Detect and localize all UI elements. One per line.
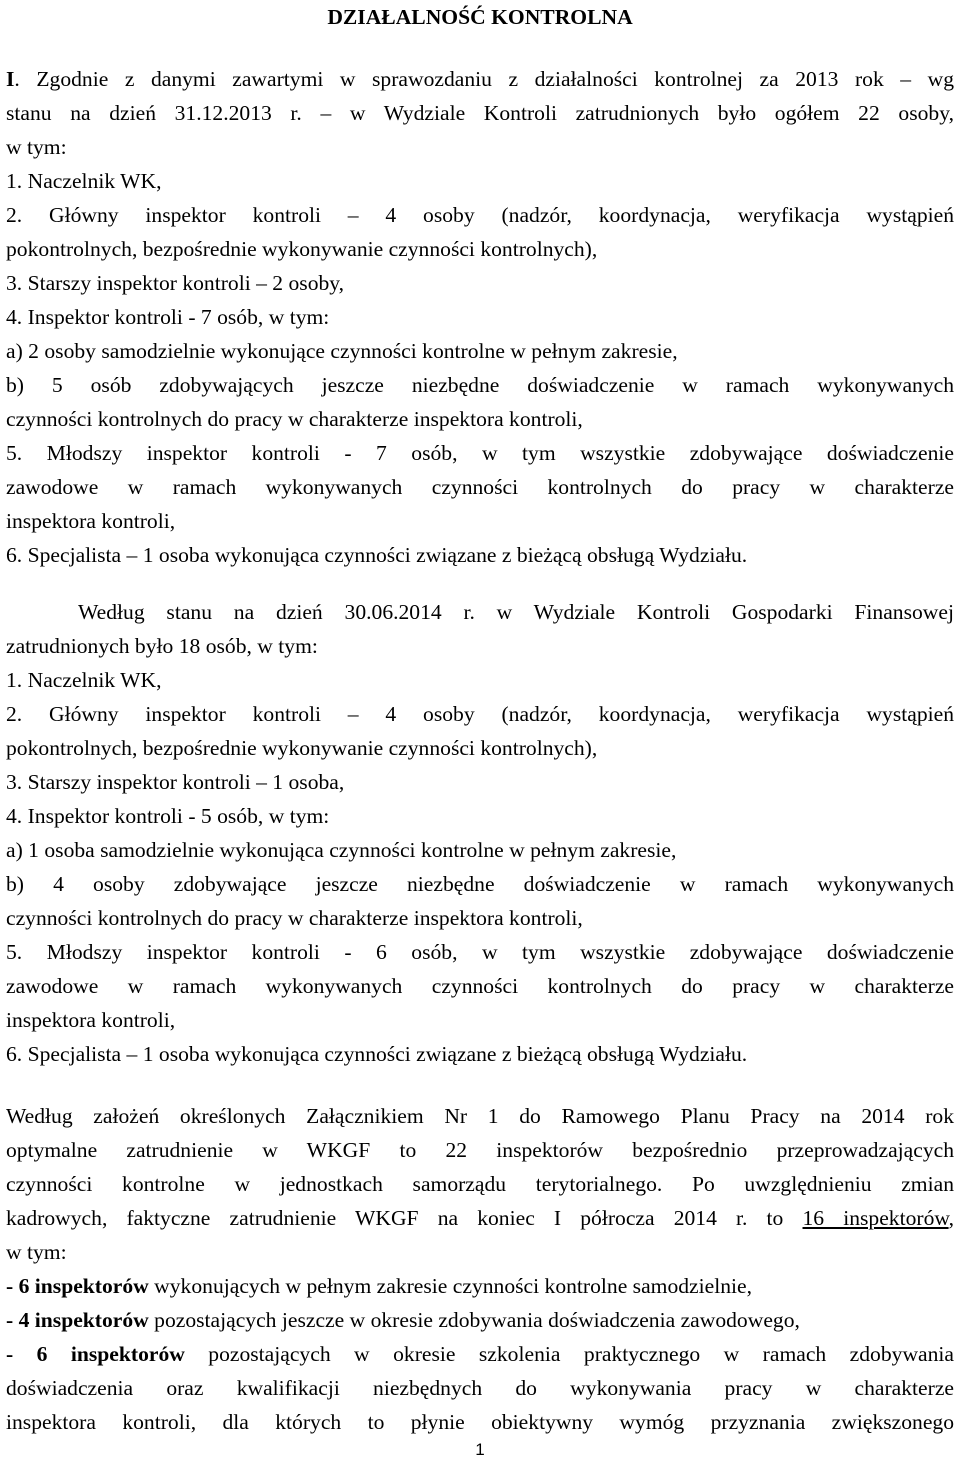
section1-item: pokontrolnych, bezpośrednie wykonywanie czynności kontrolnych), xyxy=(6,237,598,261)
section1-item: inspektora kontroli, xyxy=(6,509,176,533)
section1-item: 1. Naczelnik WK, xyxy=(6,169,162,193)
section3-line-1: Według założeń określonych Załącznikiem Nr 1 do Ramowego Planu Pracy na 2014 rok xyxy=(6,1104,954,1128)
section1-item: 3. Starszy inspektor kontroli – 2 osoby, xyxy=(6,271,345,295)
underlined-inspector-count: 16 inspektorów xyxy=(802,1206,949,1230)
section1-item: b) 5 osób zdobywających jeszcze niezbędne doświadczenie w ramach wykonywanych xyxy=(6,373,954,397)
section3-line-2: optymalne zatrudnienie w WKGF to 22 inspektorów bezpośrednio przeprowadzających xyxy=(6,1138,954,1162)
section2-item: 6. Specjalista – 1 osoba wykonująca czynności związane z bieżącą obsługą Wydziału. xyxy=(6,1042,748,1066)
section2-item: czynności kontrolnych do pracy w charakterze inspektora kontroli, xyxy=(6,906,583,930)
section2-item: 1. Naczelnik WK, xyxy=(6,668,162,692)
section2-line-2: zatrudnionych było 18 osób, w tym: xyxy=(6,634,318,658)
section3-line-3: czynności kontrolne w jednostkach samorządu terytorialnego. Po uwzględnieniu zmian xyxy=(6,1172,954,1196)
section2-item: a) 1 osoba samodzielnie wykonująca czynności kontrolne w pełnym zakresie, xyxy=(6,838,677,862)
section2-item: 3. Starszy inspektor kontroli – 1 osoba, xyxy=(6,770,345,794)
section1-item: 6. Specjalista – 1 osoba wykonująca czynności związane z bieżącą obsługą Wydziału. xyxy=(6,543,748,567)
section3-line-10: inspektora kontroli, dla których to płynie obiektywny wymóg przyznania zwiększonego xyxy=(6,1410,954,1434)
section1-line-2: stanu na dzień 31.12.2013 r. – w Wydziale Kontroli zatrudnionych było ogółem 22 osoby, xyxy=(6,101,954,125)
section1-item: zawodowe w ramach wykonywanych czynności kontrolnych do pracy w charakterze xyxy=(6,475,954,499)
section2-item: zawodowe w ramach wykonywanych czynności kontrolnych do pracy w charakterze xyxy=(6,974,954,998)
section1-item: 5. Młodszy inspektor kontroli - 7 osób, w tym wszystkie zdobywające doświadczenie xyxy=(6,441,954,465)
section2-item: b) 4 osoby zdobywające jeszcze niezbędne doświadczenie w ramach wykonywanych xyxy=(6,872,954,896)
section1-roman-numeral: I xyxy=(6,67,15,91)
section2-item: pokontrolnych, bezpośrednie wykonywanie czynności kontrolnych), xyxy=(6,736,598,760)
section1-item: a) 2 osoby samodzielnie wykonujące czynności kontrolne w pełnym zakresie, xyxy=(6,339,678,363)
page-number: 1 xyxy=(475,1440,485,1459)
section1-item: czynności kontrolnych do pracy w charakterze inspektora kontroli, xyxy=(6,407,583,431)
document-title: DZIAŁALNOŚĆ KONTROLNA xyxy=(327,5,633,29)
section3-bullet-1: - 6 inspektorów wykonujących w pełnym zakresie czynności kontrolne samodzielnie, xyxy=(6,1274,752,1298)
section1-item: 2. Główny inspektor kontroli – 4 osoby (nadzór, koordynacja, weryfikacja wystąpień xyxy=(6,203,954,227)
section2-item: 5. Młodszy inspektor kontroli - 6 osób, w tym wszystkie zdobywające doświadczenie xyxy=(6,940,954,964)
section3-line-9: doświadczenia oraz kwalifikacji niezbędnych do wykonywania pracy w charakterze xyxy=(6,1376,954,1400)
section2-item: 2. Główny inspektor kontroli – 4 osoby (nadzór, koordynacja, weryfikacja wystąpień xyxy=(6,702,954,726)
section3-bullet-3: - 6 inspektorów pozostających w okresie szkolenia praktycznego w ramach zdobywania xyxy=(6,1342,954,1366)
section3-line-5: w tym: xyxy=(6,1240,67,1264)
section3-line-4: kadrowych, faktyczne zatrudnienie WKGF na koniec I półrocza 2014 r. to 16 inspektorów, xyxy=(6,1206,954,1230)
section2-item: inspektora kontroli, xyxy=(6,1008,176,1032)
section1-item: 4. Inspektor kontroli - 7 osób, w tym: xyxy=(6,305,330,329)
section1-line-3: w tym: xyxy=(6,135,67,159)
section2-line-1: Według stanu na dzień 30.06.2014 r. w Wydziale Kontroli Gospodarki Finansowej xyxy=(78,600,954,624)
section2-item: 4. Inspektor kontroli - 5 osób, w tym: xyxy=(6,804,330,828)
section1-line-1: I. Zgodnie z danymi zawartymi w sprawozdaniu z działalności kontrolnej za 2013 rok – wg xyxy=(6,67,954,91)
section3-bullet-2: - 4 inspektorów pozostających jeszcze w okresie zdobywania doświadczenia zawodowego, xyxy=(6,1308,800,1332)
